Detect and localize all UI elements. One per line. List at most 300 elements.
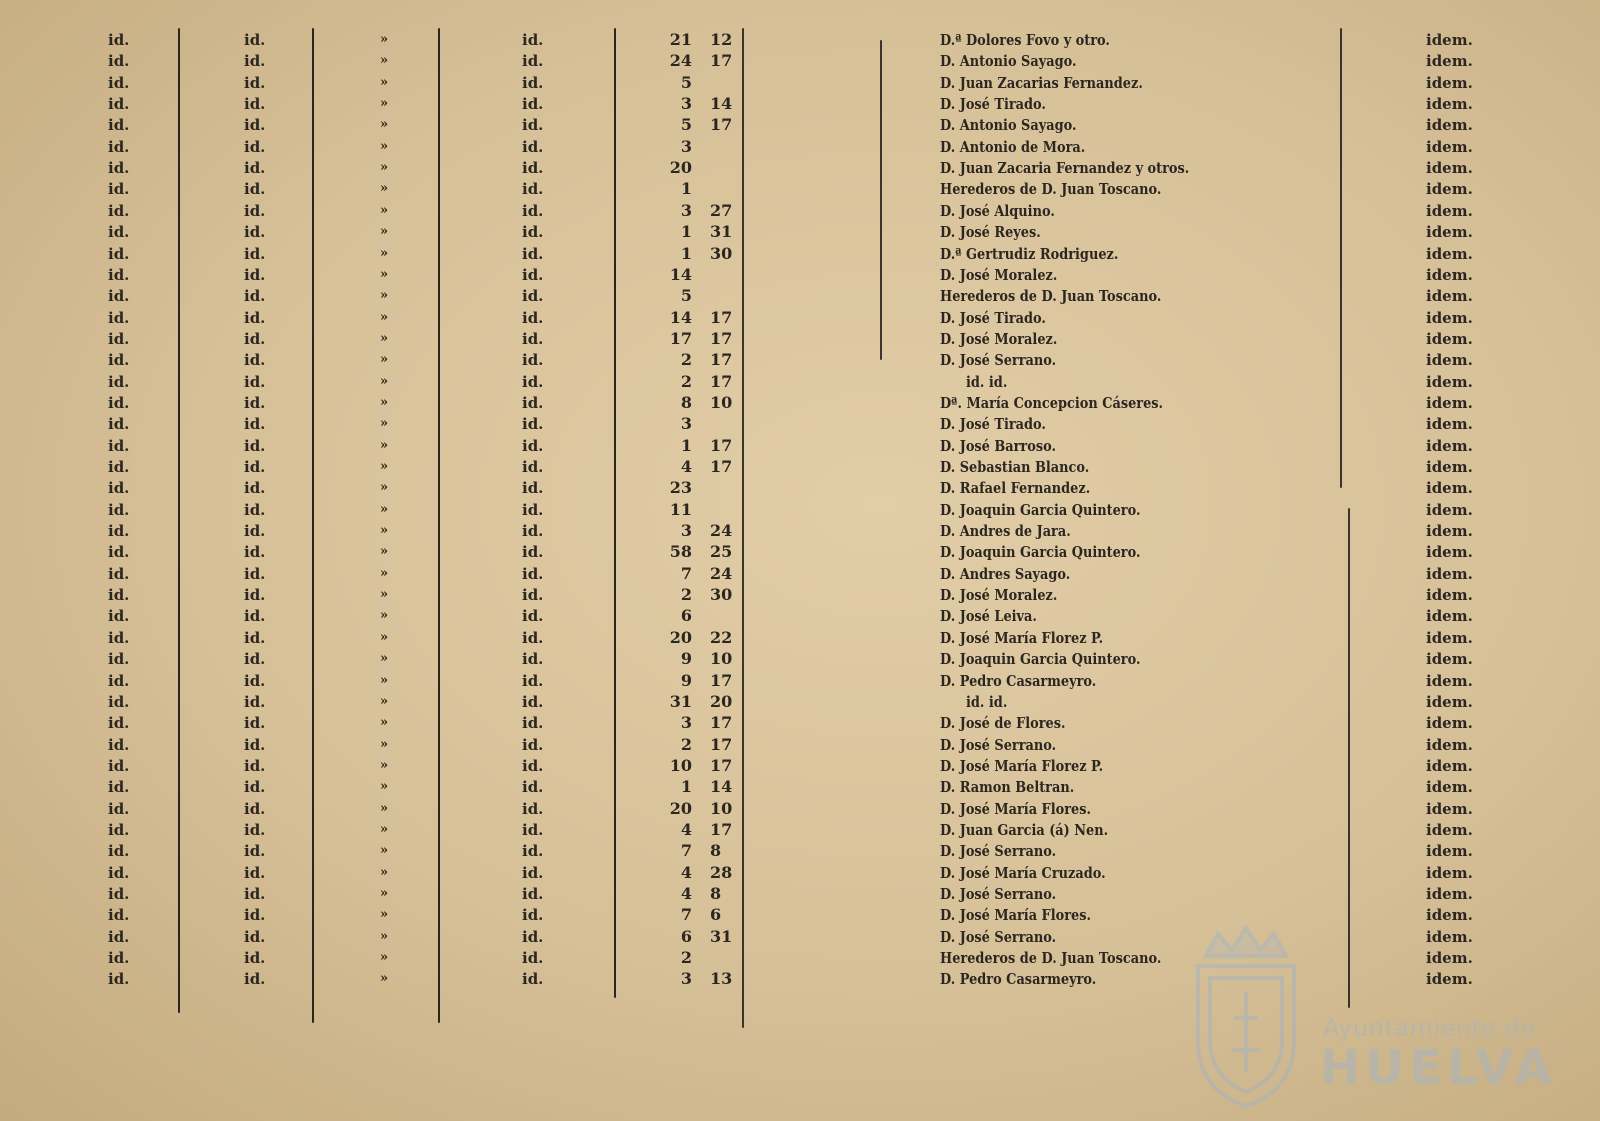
col-5-number: 4 (680, 819, 692, 839)
col-8-idem: idem. (1426, 415, 1473, 434)
col-8-idem: idem. (1426, 308, 1473, 327)
col-3-mark: » (380, 373, 389, 389)
col-3-mark: » (380, 181, 389, 197)
col-5-number: 2 (680, 948, 692, 968)
col-5-number: 4 (680, 862, 692, 882)
col-8-idem: idem. (1426, 159, 1473, 178)
col-2-id: id. (244, 308, 266, 327)
owner-name: D. José Serrano. (940, 842, 1057, 861)
col-3-mark: » (380, 736, 389, 752)
col-8-idem: idem. (1426, 479, 1473, 498)
col-3-mark: » (380, 907, 389, 923)
owner-name: D. Antonio Sayago. (940, 52, 1077, 71)
col-5-number: 1 (680, 777, 692, 797)
col-6-number: 10 (710, 798, 733, 818)
col-1-id: id. (108, 116, 130, 135)
col-1-id: id. (108, 458, 130, 476)
col-3-mark: » (380, 757, 389, 773)
col-4-id: id. (522, 265, 544, 284)
col-6-number: 31 (710, 222, 733, 242)
col-4-id: id. (522, 287, 544, 306)
col-2-id: id. (244, 351, 266, 370)
col-3-mark: » (380, 160, 389, 176)
col-4-id: id. (522, 393, 544, 412)
col-5-number: 3 (680, 521, 692, 541)
table-row (0, 520, 1600, 542)
col-1-id: id. (108, 586, 130, 605)
col-4-id: id. (522, 756, 544, 775)
col-6-number: 24 (710, 563, 733, 583)
col-5-number: 58 (669, 542, 692, 562)
col-3-mark: » (380, 651, 389, 667)
col-4-id: id. (522, 73, 544, 92)
col-3-mark: » (380, 117, 389, 133)
col-4-id: id. (522, 671, 544, 690)
owner-name: id. id. (966, 372, 1008, 391)
col-8-idem: idem. (1426, 52, 1473, 71)
col-8-idem: idem. (1426, 863, 1473, 882)
col-2-id: id. (244, 393, 266, 412)
owner-name: D. José Serrano. (940, 735, 1057, 754)
col-3-mark: » (380, 394, 389, 410)
col-1-id: id. (108, 436, 130, 455)
col-5-number: 1 (680, 222, 692, 242)
col-6-number: 17 (710, 734, 733, 754)
col-5-number: 3 (680, 969, 692, 989)
owner-name: D. José Reyes. (940, 223, 1041, 242)
col-3-mark: » (380, 138, 389, 154)
col-8-idem: idem. (1426, 137, 1473, 156)
col-5-number: 17 (669, 328, 692, 348)
owner-name: D. José Moralez. (940, 586, 1058, 605)
col-1-id: id. (108, 223, 130, 242)
col-4-id: id. (522, 415, 544, 434)
owner-name: D. Rafael Fernandez. (940, 479, 1091, 498)
col-2-id: id. (244, 885, 266, 903)
col-8-idem: idem. (1426, 586, 1473, 605)
col-2-id: id. (244, 329, 266, 348)
col-4-id: id. (522, 885, 544, 903)
col-2-id: id. (244, 73, 266, 92)
col-1-id: id. (108, 180, 130, 199)
col-5-number: 14 (669, 307, 692, 327)
col-5-number: 5 (680, 286, 692, 306)
col-5-number: 7 (680, 563, 692, 583)
col-3-mark: » (380, 693, 389, 709)
col-8-idem: idem. (1426, 692, 1473, 711)
col-2-id: id. (244, 116, 266, 135)
col-8-idem: idem. (1426, 393, 1473, 412)
col-4-id: id. (522, 223, 544, 242)
owner-name: D. José Tirado. (940, 308, 1046, 327)
col-4-id: id. (522, 543, 544, 562)
table-row (0, 157, 1600, 179)
owner-name: D.ª Gertrudiz Rodriguez. (940, 244, 1119, 263)
col-2-id: id. (244, 287, 266, 306)
owner-name: D. Pedro Casarmeyro. (940, 970, 1097, 989)
col-1-id: id. (108, 95, 130, 114)
owner-name: D. Antonio de Mora. (940, 137, 1086, 156)
col-8-idem: idem. (1426, 287, 1473, 306)
col-3-mark: » (380, 288, 389, 304)
table-row (0, 712, 1600, 734)
col-2-id: id. (244, 799, 266, 818)
table-row (0, 477, 1600, 499)
col-5-number: 11 (669, 499, 692, 519)
col-4-id: id. (522, 778, 544, 797)
table-row (0, 499, 1600, 521)
table-row (0, 349, 1600, 371)
col-2-id: id. (244, 180, 266, 199)
col-3-mark: » (380, 565, 389, 581)
col-2-id: id. (244, 458, 266, 476)
col-2-id: id. (244, 265, 266, 284)
col-5-number: 1 (680, 435, 692, 455)
col-4-id: id. (522, 863, 544, 882)
col-8-idem: idem. (1426, 265, 1473, 284)
col-8-idem: idem. (1426, 351, 1473, 370)
col-6-number: 17 (710, 457, 733, 476)
col-6-number: 17 (710, 755, 733, 775)
col-2-id: id. (244, 970, 266, 989)
col-2-id: id. (244, 735, 266, 754)
col-5-number: 3 (680, 200, 692, 220)
col-1-id: id. (108, 244, 130, 263)
owner-name: D. José María Florez P. (940, 628, 1104, 647)
col-2-id: id. (244, 778, 266, 797)
col-4-id: id. (522, 201, 544, 220)
col-3-mark: » (380, 416, 389, 432)
col-2-id: id. (244, 692, 266, 711)
col-1-id: id. (108, 522, 130, 541)
col-2-id: id. (244, 522, 266, 541)
col-1-id: id. (108, 73, 130, 92)
col-8-idem: idem. (1426, 522, 1473, 541)
col-1-id: id. (108, 31, 130, 49)
owner-name: D. José Serrano. (940, 351, 1057, 370)
owner-name: D. José Alquino. (940, 201, 1055, 220)
owner-name: id. id. (966, 692, 1008, 711)
owner-name: D. Ramon Beltran. (940, 778, 1075, 797)
table-row (0, 221, 1600, 243)
col-4-id: id. (522, 500, 544, 519)
col-4-id: id. (522, 820, 544, 839)
col-8-idem: idem. (1426, 372, 1473, 391)
col-2-id: id. (244, 500, 266, 519)
col-8-idem: idem. (1426, 201, 1473, 220)
col-8-idem: idem. (1426, 564, 1473, 583)
col-2-id: id. (244, 201, 266, 220)
col-5-number: 9 (680, 670, 692, 690)
col-4-id: id. (522, 159, 544, 178)
col-2-id: id. (244, 820, 266, 839)
col-1-id: id. (108, 543, 130, 562)
col-6-number: 17 (710, 350, 733, 370)
table-row (0, 862, 1600, 884)
col-6-number: 17 (710, 328, 733, 348)
col-1-id: id. (108, 308, 130, 327)
col-5-number: 10 (669, 755, 692, 775)
col-5-number: 1 (680, 179, 692, 199)
col-3-mark: » (380, 480, 389, 496)
col-6-number: 10 (710, 392, 733, 412)
col-4-id: id. (522, 458, 544, 476)
col-5-number: 5 (680, 115, 692, 135)
col-5-number: 3 (680, 713, 692, 733)
col-6-number: 8 (710, 841, 722, 861)
table-row (0, 371, 1600, 393)
col-5-number: 4 (680, 457, 692, 476)
col-3-mark: » (380, 886, 389, 901)
col-4-id: id. (522, 564, 544, 583)
col-2-id: id. (244, 586, 266, 605)
owner-name: D. Juan Garcia (á) Nen. (940, 820, 1109, 839)
col-5-number: 21 (669, 30, 692, 49)
table-row (0, 541, 1600, 563)
owner-name: D.ª Dolores Fovo y otro. (940, 31, 1110, 49)
owner-name: D. Joaquin Garcia Quintero. (940, 500, 1141, 519)
col-3-mark: » (380, 224, 389, 240)
col-1-id: id. (108, 820, 130, 839)
watermark-text-line1: Ayuntamiento de (1323, 1014, 1536, 1042)
table-row (0, 136, 1600, 158)
col-4-id: id. (522, 329, 544, 348)
col-8-idem: idem. (1426, 671, 1473, 690)
col-5-number: 8 (680, 392, 692, 412)
col-5-number: 20 (669, 798, 692, 818)
col-2-id: id. (244, 372, 266, 391)
col-3-mark: » (380, 544, 389, 560)
col-5-number: 20 (669, 158, 692, 178)
col-8-idem: idem. (1426, 223, 1473, 242)
col-5-number: 23 (669, 478, 692, 498)
col-3-mark: » (380, 202, 389, 218)
col-4-id: id. (522, 308, 544, 327)
owner-name: D. José María Florez P. (940, 756, 1104, 775)
table-row (0, 563, 1600, 585)
col-4-id: id. (522, 95, 544, 114)
col-8-idem: idem. (1426, 95, 1473, 114)
table-row (0, 72, 1600, 94)
col-4-id: id. (522, 31, 544, 49)
col-3-mark: » (380, 352, 389, 368)
col-8-idem: idem. (1426, 628, 1473, 647)
table-row (0, 605, 1600, 627)
owner-name: Herederos de D. Juan Toscano. (940, 180, 1162, 199)
owner-name: D. José de Flores. (940, 714, 1066, 733)
col-1-id: id. (108, 287, 130, 306)
col-3-mark: » (380, 715, 389, 731)
col-3-mark: » (380, 501, 389, 517)
col-4-id: id. (522, 180, 544, 199)
col-3-mark: » (380, 459, 389, 474)
col-8-idem: idem. (1426, 842, 1473, 861)
col-5-number: 1 (680, 243, 692, 263)
col-2-id: id. (244, 159, 266, 178)
col-1-id: id. (108, 799, 130, 818)
col-6-number: 12 (710, 30, 733, 49)
col-6-number: 8 (710, 884, 722, 903)
col-6-number: 17 (710, 819, 733, 839)
col-4-id: id. (522, 351, 544, 370)
col-6-number: 22 (710, 627, 733, 647)
col-2-id: id. (244, 137, 266, 156)
table-row (0, 755, 1600, 777)
col-2-id: id. (244, 628, 266, 647)
col-5-number: 31 (669, 691, 692, 711)
col-5-number: 2 (680, 371, 692, 391)
col-6-number: 17 (710, 435, 733, 455)
table-row (0, 435, 1600, 457)
col-1-id: id. (108, 735, 130, 754)
col-8-idem: idem. (1426, 436, 1473, 455)
col-2-id: id. (244, 564, 266, 583)
col-2-id: id. (244, 650, 266, 669)
col-8-idem: idem. (1426, 714, 1473, 733)
col-2-id: id. (244, 671, 266, 690)
col-1-id: id. (108, 201, 130, 220)
col-8-idem: idem. (1426, 949, 1473, 968)
owner-name: D. José María Flores. (940, 799, 1091, 818)
table-row (0, 734, 1600, 756)
watermark (1190, 922, 1557, 1112)
col-8-idem: idem. (1426, 500, 1473, 519)
col-6-number: 14 (710, 94, 733, 114)
col-2-id: id. (244, 31, 266, 49)
table-row (0, 627, 1600, 649)
col-3-mark: » (380, 74, 389, 90)
col-5-number: 4 (680, 884, 692, 903)
col-4-id: id. (522, 906, 544, 925)
col-8-idem: idem. (1426, 329, 1473, 348)
col-1-id: id. (108, 949, 130, 968)
col-8-idem: idem. (1426, 970, 1473, 989)
table-row (0, 200, 1600, 222)
col-8-idem: idem. (1426, 778, 1473, 797)
col-4-id: id. (522, 137, 544, 156)
col-2-id: id. (244, 436, 266, 455)
col-2-id: id. (244, 415, 266, 434)
col-8-idem: idem. (1426, 543, 1473, 562)
owner-name: D. José Tirado. (940, 415, 1046, 434)
col-6-number: 28 (710, 862, 733, 882)
watermark-text-line2: HUELVA (1320, 1040, 1557, 1096)
col-5-number: 14 (669, 264, 692, 284)
col-1-id: id. (108, 756, 130, 775)
table-row (0, 456, 1600, 478)
col-3-mark: » (380, 672, 389, 688)
table-row (0, 670, 1600, 692)
col-3-mark: » (380, 523, 389, 539)
owner-name: D. José Moralez. (940, 329, 1058, 348)
col-4-id: id. (522, 842, 544, 861)
col-6-number: 6 (710, 905, 722, 925)
col-6-number: 31 (710, 926, 733, 946)
col-5-number: 5 (680, 72, 692, 92)
col-3-mark: » (380, 928, 389, 944)
owner-name: Herederos de D. Juan Toscano. (940, 287, 1162, 306)
table-row (0, 328, 1600, 350)
col-8-idem: idem. (1426, 799, 1473, 818)
col-4-id: id. (522, 692, 544, 711)
col-3-mark: » (380, 330, 389, 346)
col-1-id: id. (108, 415, 130, 434)
col-4-id: id. (522, 970, 544, 989)
col-5-number: 2 (680, 350, 692, 370)
col-1-id: id. (108, 500, 130, 519)
table-row (0, 392, 1600, 414)
col-1-id: id. (108, 479, 130, 498)
col-3-mark: » (380, 608, 389, 624)
owner-name: Herederos de D. Juan Toscano. (940, 949, 1162, 968)
table-row (0, 243, 1600, 265)
col-8-idem: idem. (1426, 244, 1473, 263)
col-4-id: id. (522, 522, 544, 541)
col-3-mark: » (380, 96, 389, 112)
col-1-id: id. (108, 372, 130, 391)
owner-name: D. José María Flores. (940, 906, 1091, 925)
col-6-number: 17 (710, 670, 733, 690)
table-row (0, 178, 1600, 200)
table-row (0, 584, 1600, 606)
col-3-mark: » (380, 629, 389, 645)
col-1-id: id. (108, 842, 130, 861)
huelva-coat-of-arms-icon (1190, 922, 1302, 1112)
table-row (0, 840, 1600, 862)
col-2-id: id. (244, 927, 266, 946)
table-row (0, 648, 1600, 670)
col-4-id: id. (522, 628, 544, 647)
owner-name: D. José Moralez. (940, 265, 1058, 284)
col-5-number: 3 (680, 94, 692, 114)
col-4-id: id. (522, 436, 544, 455)
col-3-mark: » (380, 821, 389, 837)
col-4-id: id. (522, 372, 544, 391)
col-2-id: id. (244, 756, 266, 775)
col-2-id: id. (244, 863, 266, 882)
col-3-mark: » (380, 843, 389, 859)
col-1-id: id. (108, 159, 130, 178)
col-6-number: 17 (710, 307, 733, 327)
owner-name: D. Andres de Jara. (940, 522, 1071, 541)
owner-name: D. Juan Zacarias Fernandez. (940, 73, 1143, 92)
col-3-mark: » (380, 266, 389, 282)
col-2-id: id. (244, 95, 266, 114)
table-row (0, 883, 1600, 905)
owner-name: D. José Leiva. (940, 607, 1037, 626)
col-4-id: id. (522, 116, 544, 135)
table-row (0, 776, 1600, 798)
owner-name: D. Pedro Casarmeyro. (940, 671, 1097, 690)
col-5-number: 7 (680, 841, 692, 861)
table-row (0, 114, 1600, 136)
col-2-id: id. (244, 607, 266, 626)
col-6-number: 24 (710, 521, 733, 541)
col-8-idem: idem. (1426, 756, 1473, 775)
owner-name: D. Sebastian Blanco. (940, 458, 1090, 476)
col-5-number: 7 (680, 905, 692, 925)
col-8-idem: idem. (1426, 31, 1473, 49)
col-1-id: id. (108, 650, 130, 669)
col-6-number: 17 (710, 51, 733, 71)
col-6-number: 30 (710, 585, 733, 605)
col-2-id: id. (244, 543, 266, 562)
col-3-mark: » (380, 53, 389, 69)
owner-name: D. Antonio Sayago. (940, 116, 1077, 135)
owner-name: D. Joaquin Garcia Quintero. (940, 543, 1141, 562)
col-6-number: 14 (710, 777, 733, 797)
col-6-number: 27 (710, 200, 733, 220)
